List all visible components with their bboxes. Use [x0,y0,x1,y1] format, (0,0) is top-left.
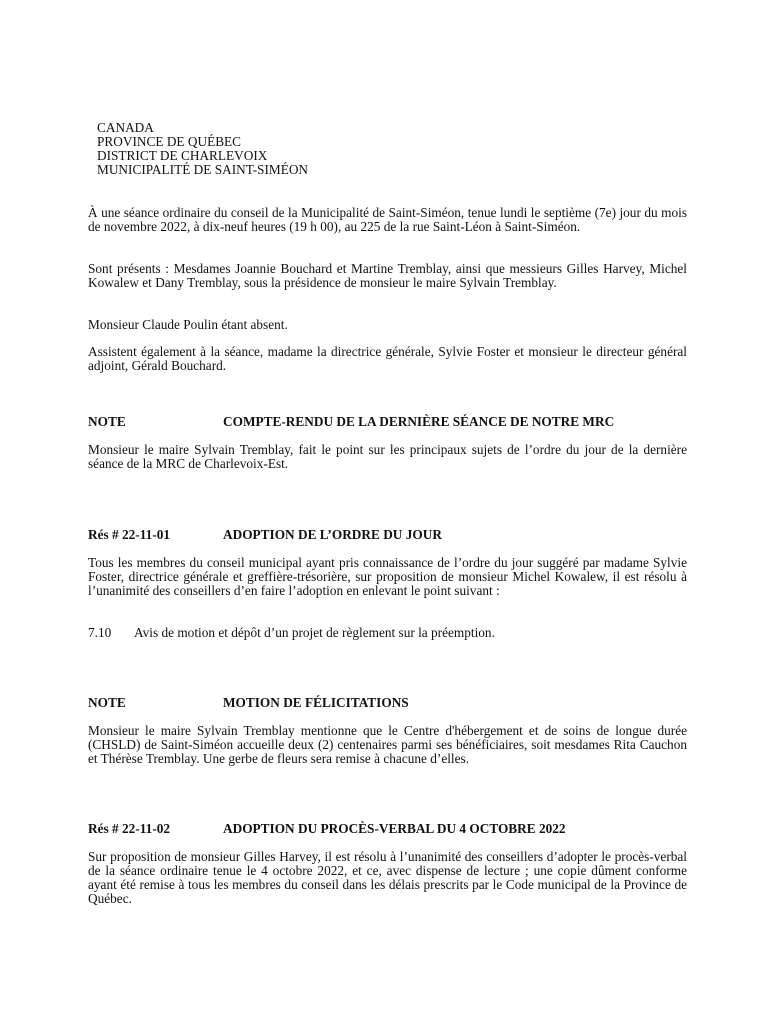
section-tag: NOTE [88,695,126,710]
section-heading-mrc [88,415,614,429]
intro-paragraph-present: Sont présents : Mesdames Joannie Bouchard et Martine Tremblay, ainsi que messieurs Gilles Harvey, Michel Kowalew et Dany Tremblay, sous la présidence de monsieur le maire Sylvain Tremblay. [88,261,687,290]
document-header [97,121,308,177]
section-body-mrc: Monsieur le maire Sylvain Tremblay, fait le point sur les principaux sujets de l’ordre du jour de la dernière séance de la MRC de Charlevoix-Est. [88,442,687,471]
section-body-ordre-du-jour: Tous les membres du conseil municipal ayant pris connaissance de l’ordre du jour suggéré par madame Sylvie Foster, directrice générale et greffière-trésorière, sur proposition de monsieur Michel Kowalew, il est résolu à l’unanimité des conseillers d’en faire l’adoption en enlevant le point suivant : [88,555,687,598]
section-body-felicitations: Monsieur le maire Sylvain Tremblay mentionne que le Centre d'hébergement et de soins de longue durée (CHSLD) de Saint-Siméon accueille deux (2) centenaires parmi ses bénéficiaires, soit mesdames Rita Cauchon et Thérèse Tremblay. Une gerbe de fleurs sera remise à chacune d’elles. [88,723,687,766]
section-title: ADOPTION DU PROCÈS-VERBAL DU 4 OCTOBRE 2022 [223,821,566,836]
intro-paragraph-absent: Monsieur Claude Poulin étant absent. [88,317,288,332]
resolution-number: Rés # 22-11-01 [88,527,170,542]
section-title: MOTION DE FÉLICITATIONS [223,695,409,710]
header-country: CANADA [97,120,154,135]
section-body-proces-verbal: Sur proposition de monsieur Gilles Harvey, il est résolu à l’unanimité des conseillers d’adopter le procès-verbal de la séance ordinaire tenue le 4 octobre 2022, et ce, avec dispense de lecture ; une copie dûment conforme ayant été remise à tous les membres du conseil dans les délais prescrits par le Code municipal de la Province de Québec. [88,849,687,906]
resolution-number: Rés # 22-11-02 [88,821,170,836]
section-title: ADOPTION DE L’ORDRE DU JOUR [223,527,442,542]
section-tag: NOTE [88,414,126,429]
section-heading-ordre-du-jour [88,528,442,542]
agenda-item-text: Avis de motion et dépôt d’un projet de règlement sur la préemption. [134,625,495,640]
header-district: DISTRICT DE CHARLEVOIX [97,148,268,163]
header-municipality: MUNICIPALITÉ DE SAINT-SIMÉON [97,162,309,177]
agenda-item-number: 7.10 [88,625,112,640]
header-province: PROVINCE DE QUÉBEC [97,134,242,149]
removed-agenda-item [88,626,495,640]
section-heading-proces-verbal [88,822,566,836]
intro-paragraph-attending: Assistent également à la séance, madame la directrice générale, Sylvie Foster et monsieur le directeur général adjoint, Gérald Bouchard. [88,344,687,373]
section-heading-felicitations [88,696,409,710]
section-title: COMPTE-RENDU DE LA DERNIÈRE SÉANCE DE NOTRE MRC [223,414,615,429]
intro-paragraph-session: À une séance ordinaire du conseil de la Municipalité de Saint-Siméon, tenue lundi le septième (7e) jour du mois de novembre 2022, à dix-neuf heures (19 h 00), au 225 de la rue Saint-Léon à Saint-Siméon. [88,205,687,234]
